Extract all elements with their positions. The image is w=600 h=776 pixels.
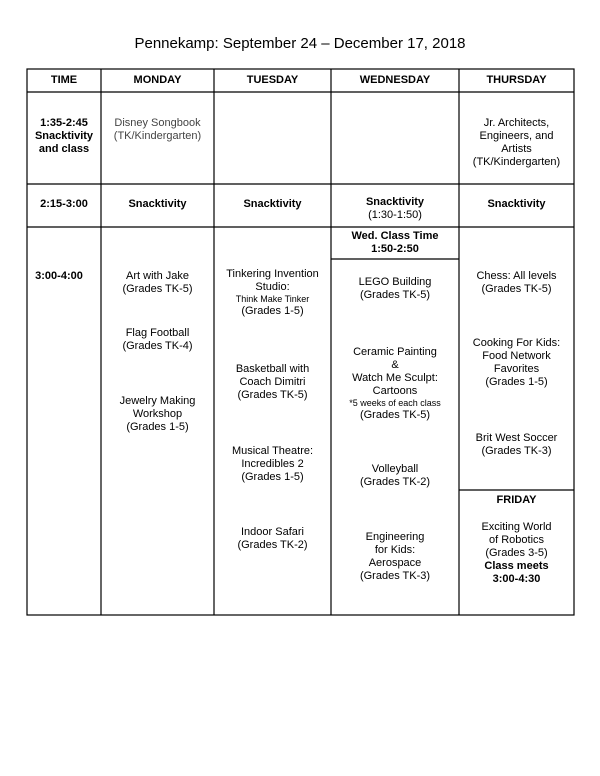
class-line: of Robotics [488, 534, 545, 546]
wed-class-time-line: Wed. Class Time [351, 230, 439, 242]
class-line: Cooking For Kids: [472, 337, 561, 349]
class-line: (Grades TK-5) [359, 289, 431, 301]
row1-monday [101, 117, 214, 143]
row1-time-line: 1:35-2:45 [40, 117, 88, 129]
monday-class-art [101, 270, 214, 296]
class-line: (Grades 1-5) [126, 421, 189, 433]
class-line: Incredibles 2 [241, 458, 304, 470]
class-line: Think Make Tinker [235, 294, 310, 304]
row2-monday: Snacktivity [128, 198, 187, 210]
thursday-class-cooking [459, 337, 574, 389]
row2-wednesday [331, 196, 459, 222]
page-title: Pennekamp: September 24 – December 17, 2018 [134, 35, 466, 52]
row1-thursday-line: Artists [501, 143, 532, 155]
friday-note: 3:00-4:30 [492, 573, 541, 585]
class-line: (Grades TK-3) [359, 570, 431, 582]
row1-thursday-line: Engineers, and [479, 130, 554, 142]
row1-time-line: Snacktivity [34, 130, 94, 142]
class-line: Engineering [365, 531, 425, 543]
class-line: (Grades 3-5) [485, 547, 548, 559]
tuesday-class-musical [214, 445, 331, 484]
class-line: (Grades TK-5) [481, 283, 552, 295]
class-line: Favorites [493, 363, 540, 375]
friday-class-robotics [459, 521, 574, 586]
wednesday-class-engineering [331, 531, 459, 583]
row1-thursday [459, 117, 574, 169]
header-time: TIME [50, 74, 78, 86]
class-line: Brit West Soccer [475, 432, 558, 444]
row2-thursday: Snacktivity [487, 198, 546, 210]
class-line: (Grades TK-5) [122, 283, 193, 295]
class-line: Aerospace [368, 557, 422, 569]
tuesday-class-basketball [214, 363, 331, 402]
class-line: LEGO Building [358, 276, 432, 288]
class-line: Flag Football [125, 327, 190, 339]
class-line: for Kids: [374, 544, 416, 556]
class-line: (Grades TK-5) [359, 409, 431, 421]
class-line: (Grades TK-3) [481, 445, 552, 457]
class-line: Art with Jake [126, 270, 189, 282]
class-line: (Grades TK-2) [359, 476, 431, 488]
friday-note: Class meets [484, 560, 549, 572]
class-line: (Grades TK-5) [237, 389, 308, 401]
class-line: Chess: All levels [476, 270, 557, 282]
class-line: (Grades 1-5) [485, 376, 548, 388]
class-line: Ceramic Painting [353, 346, 437, 358]
tuesday-class-tinkering [214, 268, 331, 318]
class-line: Indoor Safari [241, 526, 304, 538]
ceramic-note: *5 weeks of each class [349, 398, 441, 408]
row1-monday-line: (TK/Kindergarten) [113, 130, 202, 142]
class-line: Musical Theatre: [231, 445, 314, 457]
wednesday-class-ceramic [331, 346, 459, 422]
class-line: Basketball with [235, 363, 310, 375]
friday-header: FRIDAY [496, 494, 537, 506]
class-line: Jewelry Making [119, 395, 196, 407]
wed-class-time-line: 1:50-2:50 [371, 243, 419, 255]
class-line: Workshop [132, 408, 183, 420]
row1-monday-line: Disney Songbook [114, 117, 201, 129]
monday-class-football [101, 327, 214, 353]
row3-time: 3:00-4:00 [35, 270, 83, 282]
row1-thursday-line: Jr. Architects, [483, 117, 550, 129]
row2-tuesday: Snacktivity [243, 198, 302, 210]
class-line: Food Network [482, 350, 551, 362]
row1-time-line: and class [38, 143, 90, 155]
wed-class-time [331, 230, 459, 256]
header-monday: MONDAY [133, 74, 182, 86]
row2-wednesday-line: Snacktivity [365, 196, 425, 208]
monday-class-jewelry [101, 395, 214, 434]
row1-thursday-line: (TK/Kindergarten) [472, 156, 561, 168]
class-line: Watch Me Sculpt: [352, 372, 438, 384]
thursday-class-soccer [459, 432, 574, 458]
class-line: Cartoons [372, 385, 418, 397]
header-thursday: THURSDAY [486, 74, 547, 86]
class-line: (Grades 1-5) [241, 305, 304, 317]
row1-time [27, 117, 101, 156]
header-wednesday: WEDNESDAY [359, 74, 431, 86]
class-line: (Grades TK-4) [122, 340, 193, 352]
class-line: Volleyball [371, 463, 419, 475]
tuesday-class-safari [214, 526, 331, 552]
wednesday-class-lego [331, 276, 459, 302]
thursday-class-chess [459, 270, 574, 296]
wednesday-class-volleyball [331, 463, 459, 489]
class-line: (Grades TK-2) [237, 539, 308, 551]
header-tuesday: TUESDAY [246, 74, 299, 86]
class-line: (Grades 1-5) [241, 471, 304, 483]
class-line: Studio: [255, 281, 290, 293]
row2-time: 2:15-3:00 [40, 198, 88, 210]
class-line: Tinkering Invention [226, 268, 319, 280]
class-line: Coach Dimitri [239, 376, 306, 388]
row2-wednesday-line: (1:30-1:50) [368, 209, 422, 221]
class-line: & [391, 359, 399, 371]
class-line: Exciting World [481, 521, 552, 533]
